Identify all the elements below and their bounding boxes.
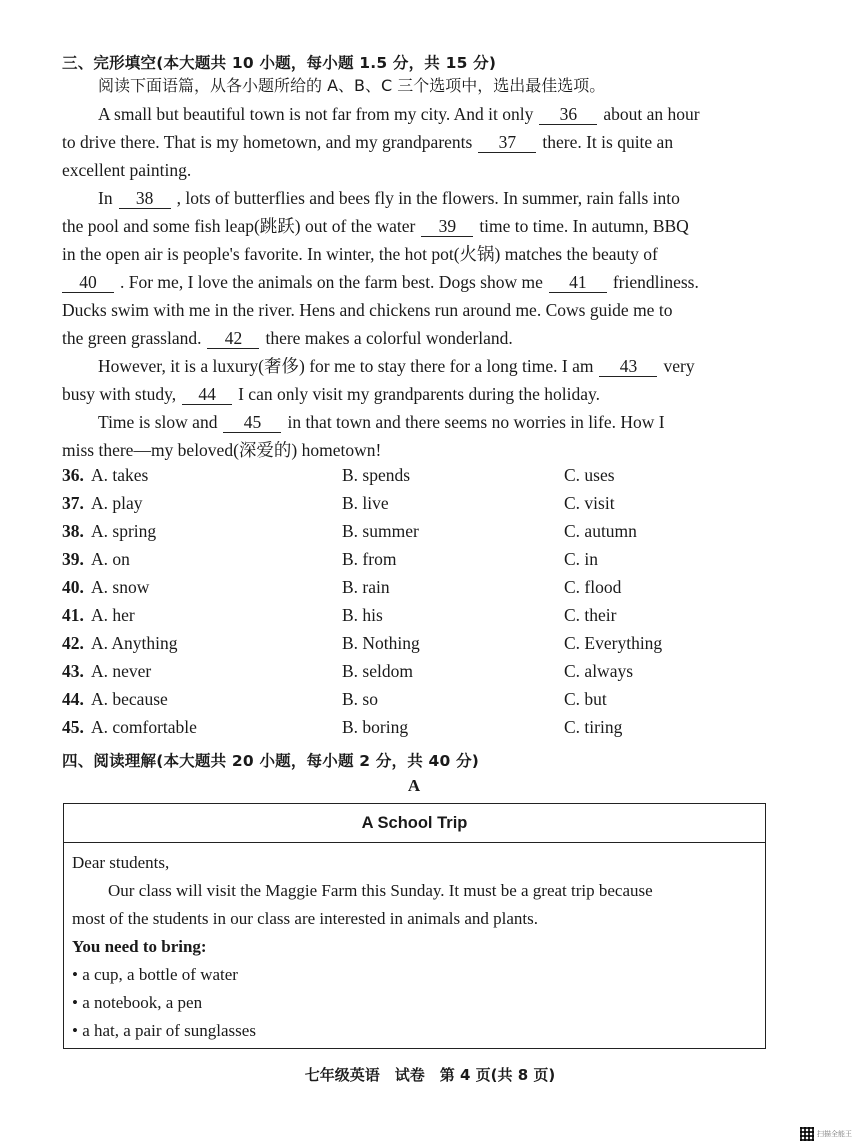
passage-text: Time is slow and	[98, 412, 218, 432]
passage-text: A small but beautiful town is not far from my city. And it only	[98, 104, 534, 124]
option-a: A. takes	[91, 465, 149, 485]
blank-43: 43	[599, 356, 657, 377]
watermark-text: 扫描全能王	[817, 1130, 852, 1138]
option-b: B. spends	[342, 465, 411, 485]
passage-text: time to time. In autumn, BBQ	[479, 216, 689, 236]
page-footer: 七年级英语 试卷 第 4 页(共 8 页)	[304, 1066, 556, 1084]
passage-line	[98, 100, 770, 128]
notice-item: • a cup, a bottle of water	[72, 965, 238, 984]
passage-line: in the open air is people's favorite. In winter, the hot pot(火锅) matches the beauty of	[62, 244, 658, 264]
passage-text: in that town and there seems no worries in life. How I	[287, 412, 665, 432]
option-c: C. autumn	[564, 521, 637, 541]
option-row	[62, 717, 782, 745]
passage-line: Ducks swim with me in the river. Hens and chickens run around me. Cows guide me to	[62, 300, 673, 320]
passage-text: busy with study,	[62, 384, 177, 404]
blank-38: 38	[119, 188, 171, 209]
qr-code-icon	[800, 1127, 814, 1141]
option-b: B. summer	[342, 521, 419, 541]
option-row	[62, 521, 782, 549]
passage-line	[98, 184, 770, 212]
option-b: B. so	[342, 689, 378, 709]
blank-37: 37	[478, 132, 536, 153]
passage-text: friendliness.	[612, 272, 699, 292]
question-number: 44.	[62, 689, 84, 709]
option-a: A. her	[91, 605, 135, 625]
passage-text: very	[663, 356, 695, 376]
option-b: B. boring	[342, 717, 409, 737]
blank-39: 39	[421, 216, 473, 237]
blank-40: 40	[62, 272, 114, 293]
question-number: 37.	[62, 493, 84, 513]
option-c: C. their	[564, 605, 617, 625]
section-3-heading: 三、完形填空(本大题共 10 小题，每小题 1.5 分，共 15 分)	[62, 54, 497, 72]
passage-line: excellent painting.	[62, 160, 192, 180]
option-row	[62, 689, 782, 717]
passage-text: the pool and some fish leap(跳跃) out of the water	[62, 216, 416, 236]
passage-text: there makes a colorful wonderland.	[265, 328, 513, 348]
option-a: A. play	[91, 493, 143, 513]
notice-greeting: Dear students,	[72, 853, 170, 872]
option-a: A. Anything	[91, 633, 178, 653]
passage-text: to drive there. That is my hometown, and my grandparents	[62, 132, 473, 152]
option-row	[62, 465, 782, 493]
blank-36: 36	[539, 104, 597, 125]
option-a: A. on	[91, 549, 130, 569]
blank-42: 42	[207, 328, 259, 349]
passage-a-label: A	[407, 776, 421, 795]
notice-title: A School Trip	[64, 804, 765, 843]
passage-text: about an hour	[603, 104, 700, 124]
option-c: C. visit	[564, 493, 615, 513]
question-number: 43.	[62, 661, 84, 681]
passage-text: In	[98, 188, 113, 208]
option-b: B. from	[342, 549, 397, 569]
option-row	[62, 549, 782, 577]
notice-body: most of the students in our class are interested in animals and plants.	[72, 909, 538, 928]
passage-line	[62, 324, 770, 352]
passage-line	[62, 268, 770, 296]
passage-text: . For me, I love the animals on the farm best. Dogs show me	[120, 272, 543, 292]
passage-line	[62, 380, 770, 408]
passage-text: However, it is a luxury(奢侈) for me to stay there for a long time. I am	[98, 356, 594, 376]
option-c: C. uses	[564, 465, 615, 485]
notice-item: • a notebook, a pen	[72, 993, 203, 1012]
option-b: B. seldom	[342, 661, 413, 681]
question-number: 45.	[62, 717, 84, 737]
passage-line	[62, 128, 770, 156]
option-c: C. in	[564, 549, 599, 569]
notice-body: Our class will visit the Maggie Farm this Sunday. It must be a great trip because	[108, 881, 653, 900]
option-b: B. his	[342, 605, 383, 625]
notice-box	[63, 803, 766, 1049]
passage-text: , lots of butterflies and bees fly in the flowers. In summer, rain falls into	[176, 188, 680, 208]
option-b: B. rain	[342, 577, 390, 597]
question-number: 41.	[62, 605, 84, 625]
option-row	[62, 633, 782, 661]
option-a: A. snow	[91, 577, 150, 597]
passage-line	[62, 212, 770, 240]
option-a: A. comfortable	[91, 717, 197, 737]
section-3-instruction: 阅读下面语篇，从各小题所给的 A、B、C 三个选项中，选出最佳选项。	[98, 76, 606, 95]
question-number: 38.	[62, 521, 84, 541]
notice-bring-label: You need to bring:	[72, 937, 207, 956]
question-number: 39.	[62, 549, 84, 569]
passage-line	[98, 352, 770, 380]
option-row	[62, 493, 782, 521]
option-c: C. Everything	[564, 633, 663, 653]
option-b: B. Nothing	[342, 633, 420, 653]
passage-line: miss there—my beloved(深爱的) hometown!	[62, 440, 382, 460]
notice-item: • a hat, a pair of sunglasses	[72, 1021, 256, 1040]
scanner-watermark	[800, 1127, 852, 1141]
option-a: A. because	[91, 689, 168, 709]
blank-44: 44	[182, 384, 232, 405]
blank-45: 45	[223, 412, 281, 433]
question-number: 36.	[62, 465, 84, 485]
option-a: A. never	[91, 661, 152, 681]
option-a: A. spring	[91, 521, 157, 541]
section-4-heading: 四、阅读理解(本大题共 20 小题，每小题 2 分，共 40 分)	[62, 752, 480, 770]
passage-text: I can only visit my grandparents during the holiday.	[238, 384, 601, 404]
option-c: C. tiring	[564, 717, 623, 737]
question-number: 42.	[62, 633, 84, 653]
option-c: C. always	[564, 661, 634, 681]
option-b: B. live	[342, 493, 389, 513]
option-row	[62, 605, 782, 633]
passage-text: the green grassland.	[62, 328, 202, 348]
question-number: 40.	[62, 577, 84, 597]
option-c: C. flood	[564, 577, 622, 597]
option-c: C. but	[564, 689, 607, 709]
option-row	[62, 577, 782, 605]
passage-text: there. It is quite an	[542, 132, 674, 152]
blank-41: 41	[549, 272, 607, 293]
passage-line	[98, 408, 770, 436]
option-row	[62, 661, 782, 689]
